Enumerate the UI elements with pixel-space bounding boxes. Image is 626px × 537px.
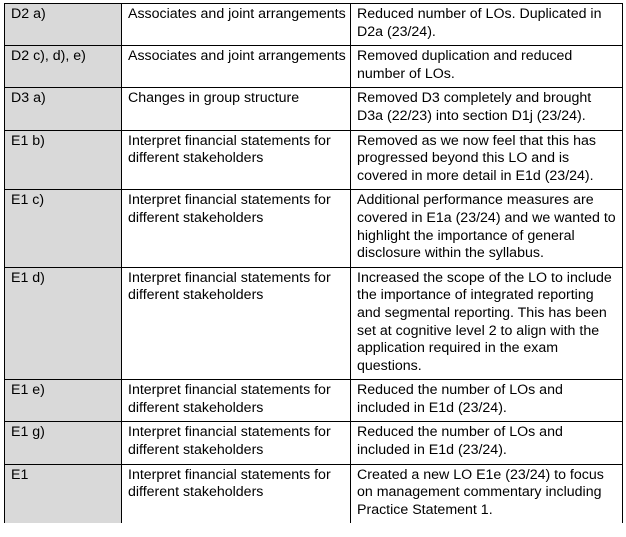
reference-text: D2 c), d), e) [11, 48, 86, 65]
topic-cell [122, 130, 351, 190]
table-row [5, 130, 623, 190]
topic-text: Interpret financial statements for different stakeholders [128, 192, 331, 226]
topic-cell [122, 422, 351, 464]
reference-cell [5, 88, 122, 130]
change-text: Removed duplication and reduced number of LOs. [357, 48, 573, 82]
reference-cell [5, 130, 122, 190]
topic-cell [122, 88, 351, 130]
change-text: Reduced number of LOs. Duplicated in D2a (23/24). [357, 6, 602, 40]
reference-cell [5, 380, 122, 422]
reference-cell [5, 46, 122, 88]
reference-cell [5, 464, 122, 523]
change-cell [351, 190, 623, 267]
change-text: Removed as we now feel that this has progressed beyond this LO and is covered in more detail in E1d (23/24). [357, 132, 596, 184]
change-text: Increased the scope of the LO to include the importance of integrated reporting and segmental reporting. This has been set at cognitive level 2 to align with the application required in the exam questions. [357, 269, 612, 374]
change-cell [351, 422, 623, 464]
table-row [5, 380, 623, 422]
reference-cell [5, 4, 122, 46]
change-text: Reduced the number of LOs and included in E1d (23/24). [357, 424, 563, 459]
reference-text: E1 d) [11, 269, 45, 286]
reference-cell [5, 267, 122, 380]
change-cell [351, 464, 623, 523]
reference-text: D3 a) [11, 90, 46, 107]
reference-cell [5, 422, 122, 464]
change-cell [351, 380, 623, 422]
table-row [5, 422, 623, 464]
topic-cell [122, 464, 351, 523]
table-row [5, 46, 623, 88]
topic-cell [122, 46, 351, 88]
table-row [5, 464, 623, 523]
reference-text: E1 c) [11, 192, 45, 209]
topic-cell [122, 4, 351, 46]
syllabus-changes-table [4, 3, 623, 523]
table-row [5, 4, 623, 46]
change-text: Reduced the number of LOs and included in E1d (23/24). [357, 382, 563, 416]
change-cell [351, 4, 623, 46]
reference-text: E1 e) [11, 382, 45, 399]
reference-text: E1 g) [11, 424, 45, 441]
topic-text: Interpret financial statements for different stakeholders [128, 269, 331, 304]
topic-text: Associates and joint arrangements [128, 6, 346, 22]
change-cell [351, 46, 623, 88]
topic-text: Interpret financial statements for different stakeholders [128, 382, 331, 416]
topic-cell [122, 267, 351, 380]
change-cell [351, 88, 623, 130]
topic-cell [122, 380, 351, 422]
reference-text: D2 a) [11, 6, 46, 22]
topic-text: Interpret financial statements for different stakeholders [128, 132, 331, 167]
change-cell [351, 267, 623, 380]
topic-text: Associates and joint arrangements [128, 48, 346, 65]
table-row [5, 267, 623, 380]
topic-cell [122, 190, 351, 267]
reference-cell [5, 190, 122, 267]
topic-text: Interpret financial statements for different stakeholders [128, 466, 331, 501]
change-cell [351, 130, 623, 190]
reference-text: E1 b) [11, 132, 45, 149]
reference-text: E1 [11, 466, 29, 483]
change-text: Additional performance measures are covered in E1a (23/24) and we wanted to highlight the importance of general disclosure within the syllabus. [357, 192, 616, 262]
change-text: Created a new LO E1e (23/24) to focus on management commentary including Practice Statement 1. [357, 466, 604, 518]
table-row [5, 190, 623, 267]
topic-text: Changes in group structure [128, 90, 300, 107]
table-row [5, 88, 623, 130]
change-text: Removed D3 completely and brought D3a (22/23) into section D1j (23/24). [357, 90, 592, 124]
topic-text: Interpret financial statements for different stakeholders [128, 424, 331, 459]
